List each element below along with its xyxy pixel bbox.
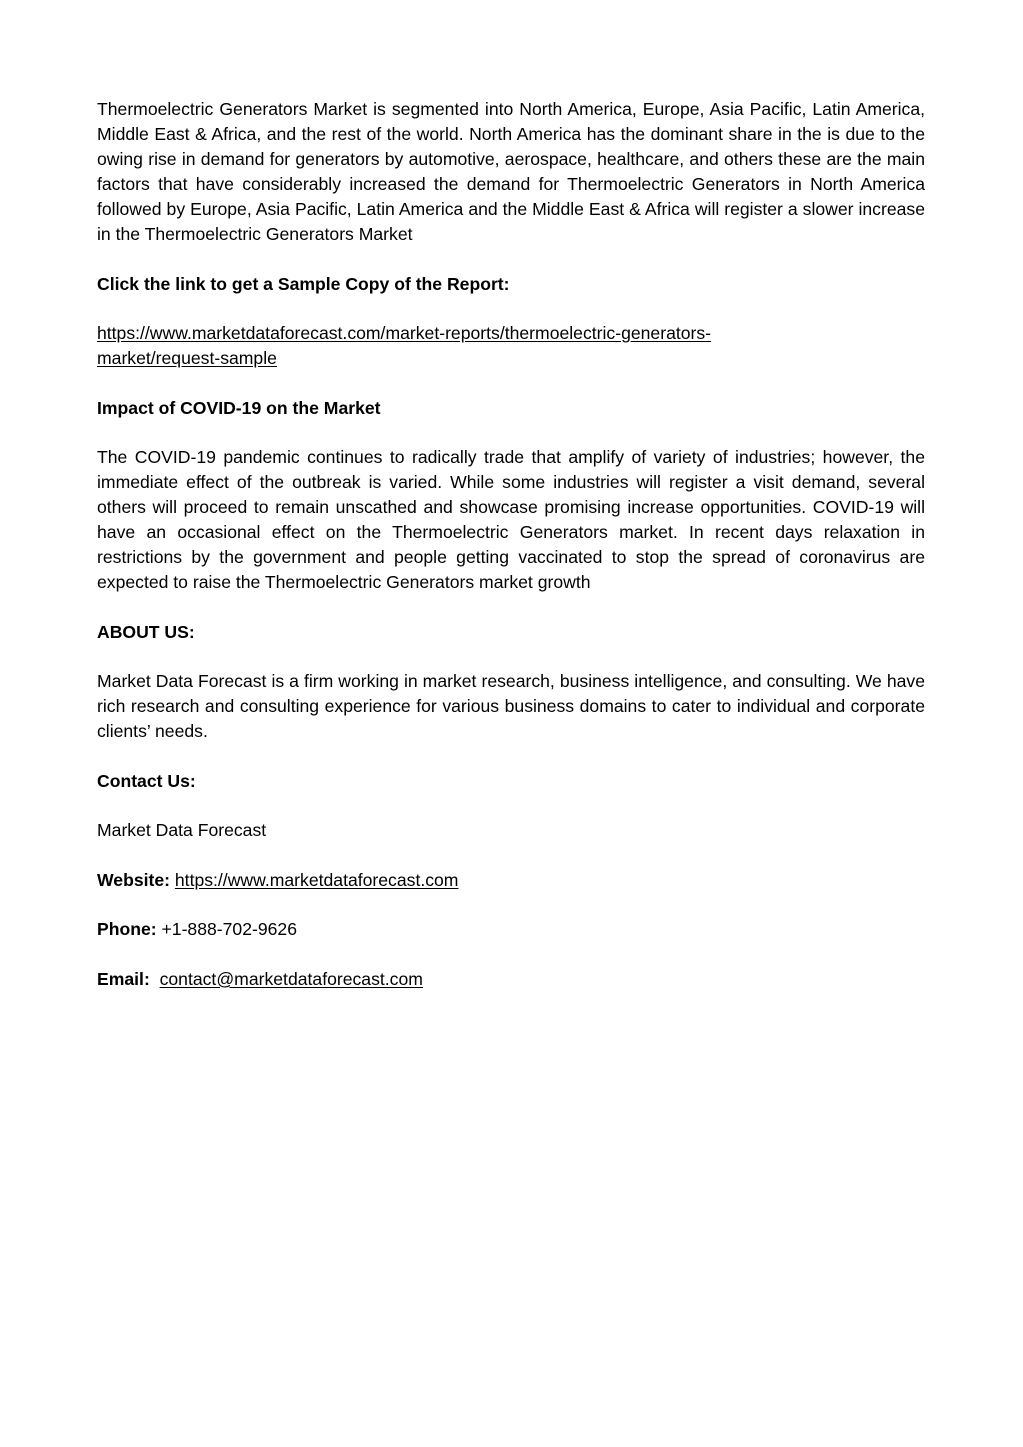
about-heading: ABOUT US:: [97, 621, 195, 642]
contact-website-line: [97, 868, 925, 893]
sample-link-line2: market/request-sample: [97, 348, 277, 368]
phone-value: +1-888-702-9626: [161, 919, 297, 939]
contact-heading: Contact Us:: [97, 770, 196, 791]
sample-heading: Click the link to get a Sample Copy of the Report:: [97, 273, 510, 294]
document-page: [97, 97, 925, 1016]
contact-company: Market Data Forecast: [97, 820, 267, 840]
intro-paragraph: Thermoelectric Generators Market is segmented into North America, Europe, Asia Pacific, Latin America, Middle East & Africa, and the rest of the world. North America has the dominant share in the is due to the owing rise in demand for generators by automotive, aerospace, healthcare, and others these are the main factors that have considerably increased the demand for Thermoelectric Generators in North America followed by Europe, Asia Pacific, Latin America and the Middle East & Africa will register a slower increase in the Thermoelectric Generators Market: [97, 99, 925, 244]
sample-link-line1: https://www.marketdataforecast.com/market-reports/thermoelectric-generators-: [97, 323, 712, 343]
email-link[interactable]: contact@marketdataforecast.com: [159, 968, 423, 989]
contact-phone-line: [97, 917, 925, 942]
website-label: Website:: [97, 869, 170, 890]
sample-request-link[interactable]: [97, 323, 711, 368]
about-paragraph: Market Data Forecast is a firm working in market research, business intelligence, and consulting. We have rich research and consulting experience for various business domains to cater to individual and corporate clients’ needs.: [97, 671, 925, 741]
contact-email-line: [97, 967, 925, 992]
sample-link-block: [97, 321, 925, 371]
email-label: Email:: [97, 968, 150, 989]
covid-paragraph: The COVID-19 pandemic continues to radically trade that amplify of variety of industries; however, the immediate effect of the outbreak is varied. While some industries will register a visit demand, several others will proceed to remain unscathed and showcase promising increase opportunities. COVID-19 will have an occasional effect on the Thermoelectric Generators market. In recent days relaxation in restrictions by the government and people getting vaccinated to stop the spread of coronavirus are expected to raise the Thermoelectric Generators market growth: [97, 447, 925, 592]
covid-heading: Impact of COVID-19 on the Market: [97, 397, 381, 418]
website-link[interactable]: https://www.marketdataforecast.com: [174, 869, 459, 890]
phone-label: Phone:: [97, 919, 157, 939]
